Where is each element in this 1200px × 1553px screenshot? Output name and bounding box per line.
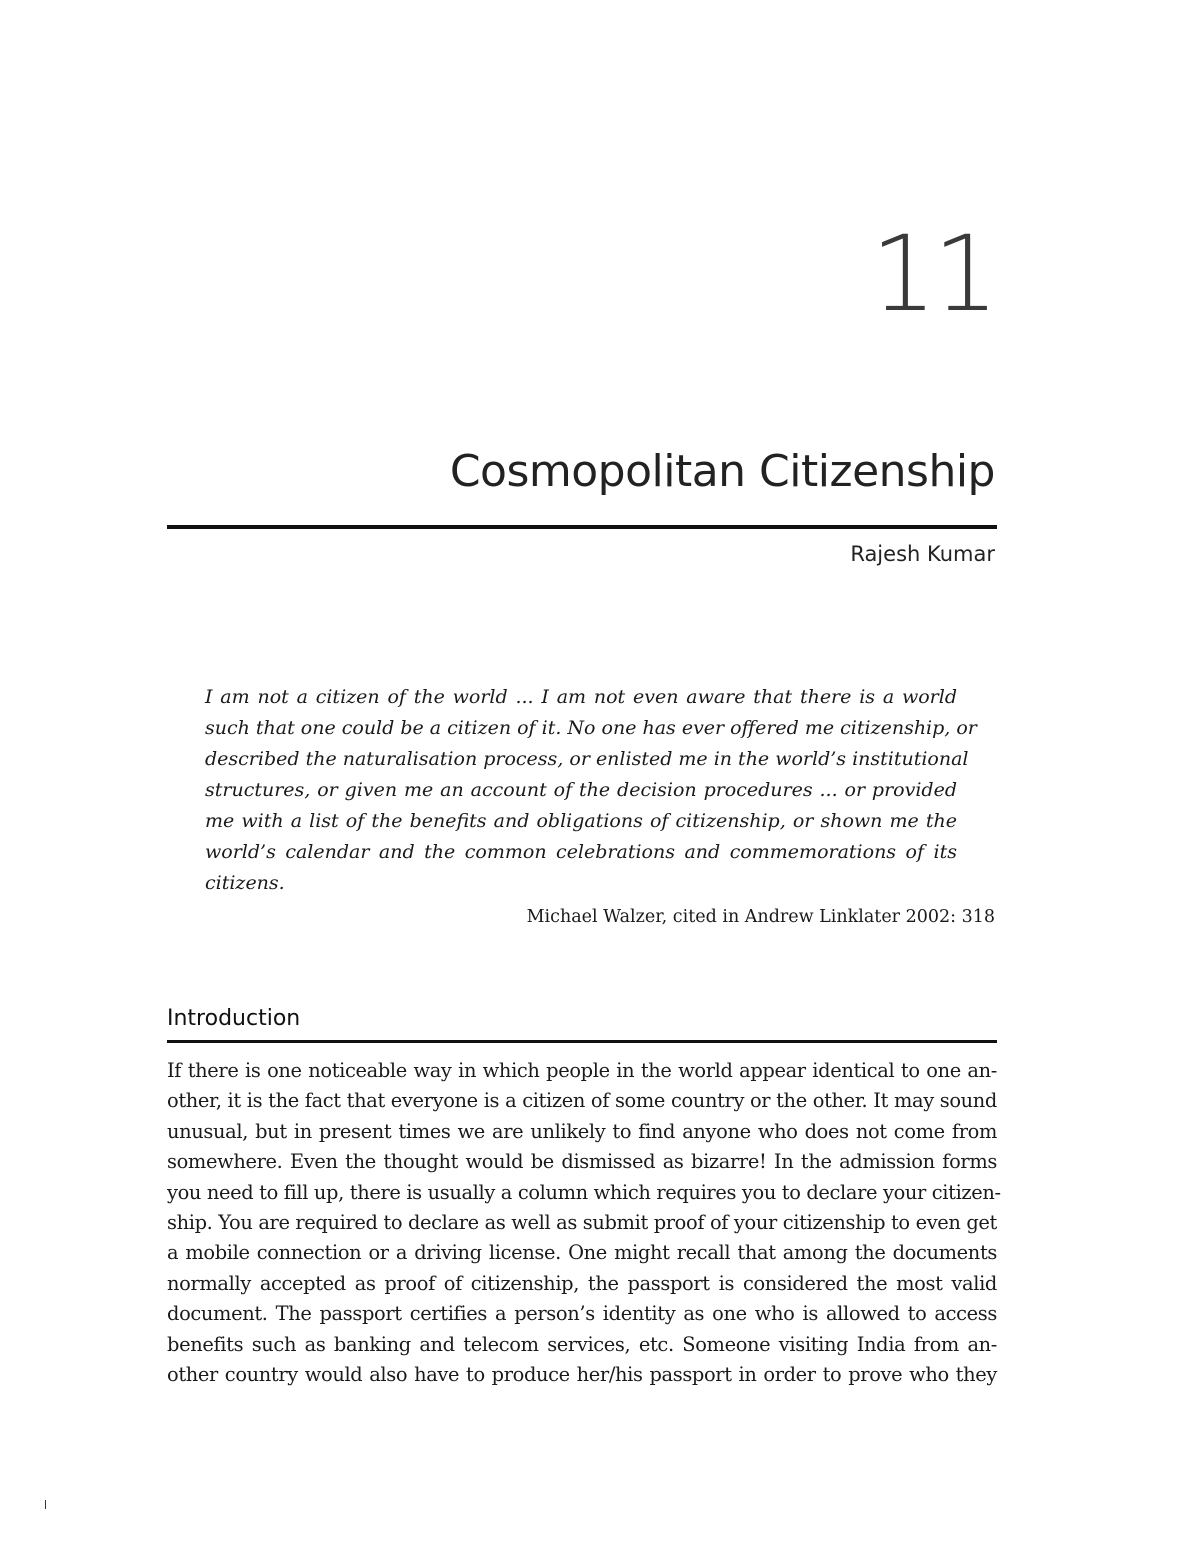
body-line: you need to fill up, there is usually a column which requires you to declare your citizen-: [167, 1180, 1001, 1204]
epigraph-line: structures, or given me an account of the decision procedures ... or provided: [205, 779, 957, 801]
body-line: somewhere. Even the thought would be dismissed as bizarre! In the admission forms: [167, 1150, 997, 1174]
body-line: benefits such as banking and telecom services, etc. Someone visiting India from an-: [167, 1332, 997, 1356]
section-heading: Introduction: [167, 1006, 301, 1031]
chapter-number: 11: [870, 213, 995, 335]
body-line: If there is one noticeable way in which people in the world appear identical to one an-: [167, 1059, 997, 1082]
section-rule: [167, 1040, 997, 1043]
body-line: other country would also have to produce her/his passport in order to prove who they: [167, 1363, 997, 1387]
epigraph-line: citizens.: [205, 872, 285, 894]
body-paragraph: [167, 1056, 1001, 1390]
epigraph-line: such that one could be a citizen of it. No one has ever offered me citizenship, or: [205, 717, 977, 739]
body-line: other, it is the fact that everyone is a citizen of some country or the other. It may sound: [167, 1089, 997, 1113]
body-line: ship. You are required to declare as well as submit proof of your citizenship to even get: [167, 1211, 998, 1235]
epigraph-line: world’s calendar and the common celebrations and commemorations of its: [205, 841, 957, 863]
chapter-title: Cosmopolitan Citizenship: [449, 446, 995, 497]
page-edge-mark: [45, 1500, 46, 1509]
body-line: document. The passport certifies a person’s identity as one who is allowed to access: [167, 1302, 997, 1326]
body-line: a mobile connection or a driving license. One might recall that among the documents: [167, 1241, 997, 1265]
epigraph-line: me with a list of the benefits and obligations of citizenship, or shown me the: [205, 810, 957, 832]
title-rule: [167, 525, 997, 529]
epigraph-line: described the naturalisation process, or enlisted me in the world’s institutional: [205, 748, 969, 770]
body-line: unusual, but in present times we are unlikely to find anyone who does not come from: [167, 1119, 997, 1143]
chapter-author: Rajesh Kumar: [850, 542, 995, 566]
epigraph-line: I am not a citizen of the world ... I am not even aware that there is a world: [205, 686, 957, 708]
body-line: normally accepted as proof of citizenship, the passport is considered the most valid: [167, 1271, 997, 1295]
epigraph-quote: [205, 682, 977, 899]
epigraph-source: Michael Walzer, cited in Andrew Linklater 2002: 318: [526, 907, 995, 927]
